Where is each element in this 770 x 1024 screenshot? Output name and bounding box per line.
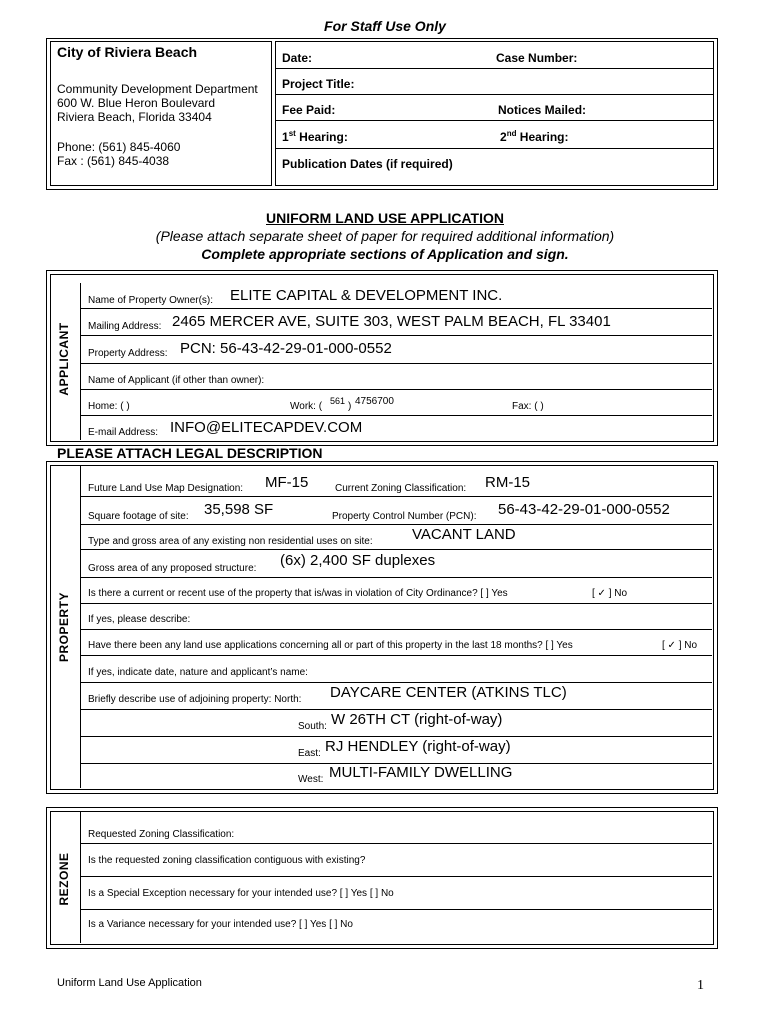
south-label: South: — [298, 721, 327, 732]
office-contact — [57, 140, 180, 168]
office-fax: Fax : (561) 845-4038 — [57, 154, 170, 168]
gross-row — [80, 550, 712, 578]
nonres-label: Type and gross area of any existing non residential uses on site: — [88, 536, 373, 547]
project-title-label: Project Title: — [282, 77, 355, 91]
variance-row — [80, 910, 712, 943]
work-phone-number[interactable]: 4756700 — [355, 396, 394, 407]
special-exception-question[interactable]: Is a Special Exception necessary for your intended use? [ ] Yes [ ] No — [88, 888, 394, 899]
office-phone: Phone: (561) 845-4060 — [57, 140, 181, 154]
nonres-row — [80, 525, 712, 550]
west-value[interactable]: MULTI-FAMILY DWELLING — [329, 764, 513, 781]
home-phone-label[interactable]: Home: ( ) — [88, 401, 130, 412]
email-label: E-mail Address: — [88, 427, 159, 438]
case-number-label: Case Number: — [496, 51, 578, 65]
flu-value[interactable]: MF-15 — [265, 474, 309, 491]
phone-row — [80, 390, 712, 416]
notices-mailed-label: Notices Mailed: — [498, 103, 587, 117]
staff-row-fee — [276, 95, 713, 121]
east-value[interactable]: RJ HENDLEY (right-of-way) — [325, 738, 511, 755]
requested-row — [80, 811, 712, 844]
applicant-name-label: Name of Applicant (if other than owner): — [88, 375, 265, 386]
staff-use-title: For Staff Use Only — [324, 18, 446, 34]
publication-label: Publication Dates (if required) — [282, 157, 453, 171]
zoning-value[interactable]: RM-15 — [485, 474, 531, 491]
office-street: 600 W. Blue Heron Boulevard — [57, 96, 216, 110]
first-hearing-text: Hearing: — [295, 130, 348, 144]
office-info-box — [50, 41, 272, 186]
property-address-row — [80, 336, 712, 364]
flu-row — [80, 470, 712, 497]
south-value[interactable]: W 26TH CT (right-of-way) — [331, 711, 503, 728]
second-hearing-label — [500, 129, 568, 144]
form-title: UNIFORM LAND USE APPLICATION — [266, 210, 504, 226]
second-hearing-text: Hearing: — [516, 130, 569, 144]
west-label: West: — [298, 774, 324, 785]
owner-value[interactable]: ELITE CAPITAL & DEVELOPMENT INC. — [230, 287, 503, 304]
applicant-side-label: APPLICANT — [57, 322, 71, 396]
staff-row-date — [276, 42, 713, 69]
adjoining-label: Briefly describe use of adjoining property: North: — [88, 694, 302, 705]
sqft-label: Square footage of site: — [88, 511, 189, 522]
contiguous-question: Is the requested zoning classification contiguous with existing? — [88, 855, 366, 866]
email-row — [80, 416, 712, 440]
email-value[interactable]: INFO@ELITECAPDEV.COM — [170, 419, 363, 436]
staff-row-project — [276, 69, 713, 95]
city-name: City of Riviera Beach — [57, 44, 198, 60]
north-row — [80, 683, 712, 710]
page-number: 1 — [697, 978, 704, 993]
office-address — [57, 82, 258, 124]
zoning-label: Current Zoning Classification: — [335, 483, 467, 494]
staff-row-hearing — [276, 121, 713, 149]
violation-row — [80, 578, 712, 604]
violation-question: Is there a current or recent use of the property that is/was in violation of City Ordinance? [ ] Yes — [88, 588, 508, 599]
second-hearing-sup: nd — [506, 129, 517, 138]
property-address-value[interactable]: PCN: 56-43-42-29-01-000-0552 — [180, 340, 392, 357]
landuse-question: Have there been any land use applications concerning all or part of this property in the last 18 months? [ ] Yes — [88, 640, 573, 651]
property-side-label: PROPERTY — [57, 592, 71, 663]
form-subtitle: (Please attach separate sheet of paper for required additional information) — [155, 228, 615, 244]
landuse-detail-row — [80, 656, 712, 683]
landuse-detail-label: If yes, indicate date, nature and applicant’s name: — [88, 667, 308, 678]
owner-label: Name of Property Owner(s): — [88, 295, 214, 306]
north-value[interactable]: DAYCARE CENTER (ATKINS TLC) — [330, 684, 567, 701]
first-hearing-num: 1 — [282, 130, 289, 144]
east-label: East: — [298, 748, 321, 759]
landuse-no-checkbox[interactable]: [ ✓ ] No — [662, 640, 698, 651]
applicant-name-row — [80, 364, 712, 390]
mailing-row — [80, 309, 712, 336]
pcn-label: Property Control Number (PCN): — [332, 511, 477, 522]
pcn-value[interactable]: 56-43-42-29-01-000-0552 — [498, 501, 670, 518]
nonres-value[interactable]: VACANT LAND — [412, 526, 516, 543]
work-phone-label: Work: ( — [290, 401, 323, 412]
staff-row-publication — [276, 149, 713, 184]
mailing-label: Mailing Address: — [88, 321, 162, 332]
landuse-row — [80, 630, 712, 656]
sqft-row — [80, 497, 712, 525]
mailing-value[interactable]: 2465 MERCER AVE, SUITE 303, WEST PALM BEACH, FL 33401 — [172, 313, 611, 330]
gross-value[interactable]: (6x) 2,400 SF duplexes — [280, 552, 436, 569]
office-dept: Community Development Department — [57, 82, 258, 96]
gross-label: Gross area of any proposed structure: — [88, 563, 257, 574]
legal-description-note: PLEASE ATTACH LEGAL DESCRIPTION — [57, 445, 323, 461]
special-exception-row — [80, 877, 712, 910]
describe-label: If yes, please describe: — [88, 614, 191, 625]
west-row — [80, 764, 712, 788]
second-hearing-num: 2 — [500, 130, 507, 144]
work-phone-close: ) — [348, 401, 352, 412]
south-row — [80, 710, 712, 737]
rezone-side-label: REZONE — [57, 852, 71, 906]
east-row — [80, 737, 712, 764]
work-area-code[interactable]: 561 — [330, 396, 346, 406]
violation-no-checkbox[interactable]: [ ✓ ] No — [592, 588, 628, 599]
footer-title: Uniform Land Use Application — [57, 977, 202, 989]
first-hearing-label — [282, 129, 348, 144]
staff-fields-box — [275, 41, 714, 186]
variance-question[interactable]: Is a Variance necessary for your intended use? [ ] Yes [ ] No — [88, 919, 353, 930]
fee-paid-label: Fee Paid: — [282, 103, 336, 117]
fax-label[interactable]: Fax: ( ) — [512, 401, 544, 412]
form-instruction: Complete appropriate sections of Application and sign. — [201, 246, 569, 262]
first-hearing-sup: st — [288, 129, 296, 138]
office-citystate: Riviera Beach, Florida 33404 — [57, 110, 212, 124]
flu-label: Future Land Use Map Designation: — [88, 483, 244, 494]
property-address-label: Property Address: — [88, 348, 168, 359]
describe-row — [80, 604, 712, 630]
date-label: Date: — [282, 51, 313, 65]
contiguous-row — [80, 844, 712, 877]
sqft-value[interactable]: 35,598 SF — [204, 501, 274, 518]
requested-label: Requested Zoning Classification: — [88, 829, 235, 840]
owner-row — [80, 283, 712, 309]
